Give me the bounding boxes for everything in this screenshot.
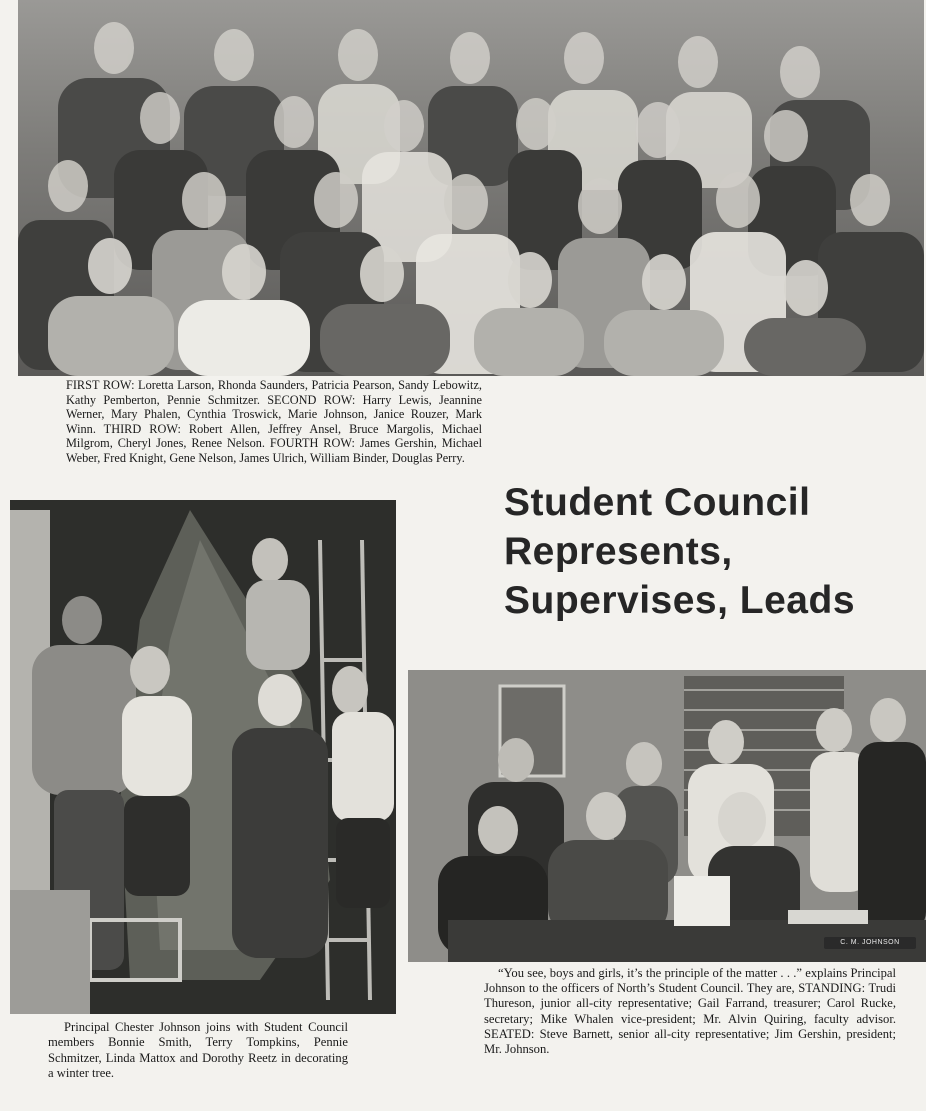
headline-line-1: Student Council [504, 481, 811, 524]
office-meeting-photo [408, 670, 926, 962]
page-headline [504, 478, 904, 625]
tree-photo-caption: Principal Chester Johnson joins with Student Council members Bonnie Smith, Terry Tompkins, Pennie Schmitzer, Linda Mattox and Dorothy Reetz in decorating a winter tree. [48, 1020, 348, 1081]
group-photo-figures [18, 0, 924, 376]
desk-nameplate: C. M. JOHNSON [824, 937, 916, 949]
group-photo-caption: FIRST ROW: Loretta Larson, Rhonda Saunders, Patricia Pearson, Sandy Lebowitz, Kathy Pemberton, Pennie Schmitzer. SECOND ROW: Harry Lewis, Jeannine Werner, Mary Phalen, Cynthia Troswick, Marie Johnson, Janice Rouzer, Mark Winn. THIRD ROW: Robert Allen, Jeffrey Ansel, Bruce Margolis, Michael Milgrom, Cheryl Jones, Renee Nelson. FOURTH ROW: James Gershin, Michael Weber, Fred Knight, Gene Nelson, James Ulrich, William Binder, Douglas Perry. [66, 378, 482, 465]
office-photo-scene [408, 670, 926, 962]
headline-line-3: Supervises, Leads [504, 579, 856, 622]
tree-photo-scene [10, 500, 396, 1014]
headline-line-2: Represents, [504, 530, 733, 573]
group-photo [18, 0, 924, 376]
office-photo-caption: “You see, boys and girls, it’s the principle of the matter . . .” explains Principal Johnson to the officers of North’s Student Council. They are, STANDING: Trudi Thureson, junior all-city representative; Gail Farrand, treasurer; Carol Rucke, secretary; Mike Whalen vice-president; Mr. Alvin Quiring, faculty advisor. SEATED: Steve Barnett, senior all-city representative; Jim Gershin, president; Mr. Johnson. [484, 966, 896, 1057]
tree-decorating-photo [10, 500, 396, 1014]
